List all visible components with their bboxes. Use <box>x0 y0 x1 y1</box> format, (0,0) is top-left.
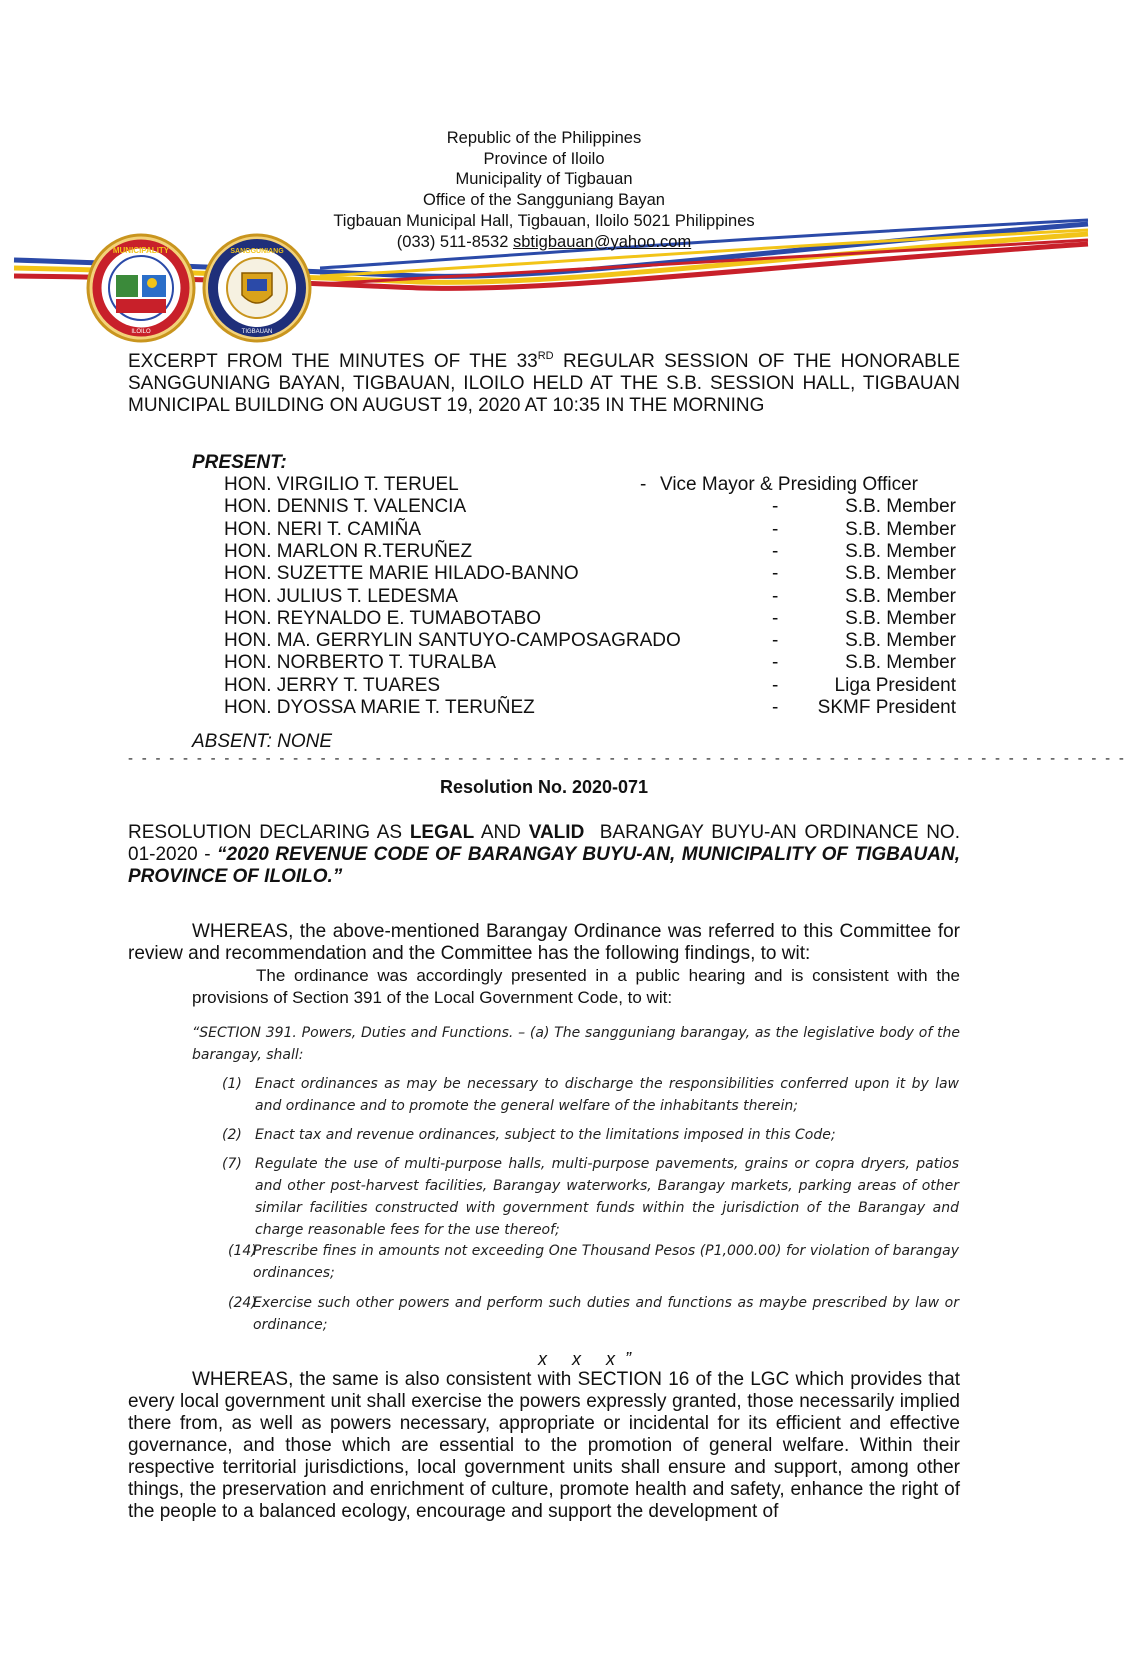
header-contact <box>0 232 1088 253</box>
dashed-divider: - - - - - - - - - - - - - - - - - - - - - - - - - - - - - - - - - - - - - - - - - - - - - - - - - - - - - - - - - - - - - - - - - - - - - - - - - <box>128 750 1126 767</box>
member-position: Liga President <box>834 674 956 696</box>
member-name: HON. MA. GERRYLIN SANTUYO-CAMPOSAGRADO <box>224 630 681 652</box>
section-item-number: (24) <box>228 1295 257 1311</box>
whereas-2-text: WHEREAS, the same is also consistent with SECTION 16 of the LGC which provides that every local government unit shall exercise the powers expressly granted, those necessarily implied there from, as well as powers necessary, appropriate or incidental for its efficient and effective governance, and those which are essential to the promotion of general welfare. Within their respective territorial jurisdictions, local government units shall ensure and support, among other things, the preservation and enrichment of culture, promote health and safety, enhance the right of the people to a balanced ecology, encourage and support the development of <box>128 1369 960 1522</box>
whereas-paragraph-1 <box>128 921 960 965</box>
letterhead <box>0 128 1088 252</box>
member-dash: - <box>772 518 779 540</box>
attendance-row <box>0 608 1088 630</box>
attendance-row <box>0 586 1088 608</box>
member-name: HON. MARLON R.TERUÑEZ <box>224 540 473 562</box>
resolution-title-ordinance: “2020 REVENUE CODE OF BARANGAY BUYU-AN, MUNICIPALITY OF TIGBAUAN, PROVINCE OF ILOILO.” <box>128 844 960 887</box>
resolution-title <box>128 822 966 888</box>
section-item-text: Enact ordinances as may be necessary to discharge the responsibilities conferred upon it by law and ordinance and to promote the general welfare of the inhabitants therein; <box>255 1076 959 1114</box>
absent-label: ABSENT: NONE <box>192 731 333 752</box>
section-item-text: Enact tax and revenue ordinances, subject to the limitations imposed in this Code; <box>255 1127 836 1143</box>
member-dash: - <box>772 697 779 718</box>
member-name: HON. VIRGILIO T. TERUEL <box>224 474 459 495</box>
section-391-intro: “SECTION 391. Powers, Duties and Functions. – (a) The sangguniang barangay, as the legislative body of the barangay, shall: <box>192 1025 960 1063</box>
section-item-number: (1) <box>222 1076 242 1092</box>
member-dash: - <box>772 674 779 696</box>
member-dash: - <box>772 496 779 518</box>
section-item-text: Regulate the use of multi-purpose halls, multi-purpose pavements, grains or copra dryers, patios and other post-harvest facilities, Barangay waterworks, Barangay markets, parking areas of other similar facilities constructed with government funds within the jurisdiction of the Barangay and charge reasonable fees for the use thereof; <box>255 1156 959 1238</box>
attendance-row <box>0 630 1088 652</box>
member-name: HON. DYOSSA MARIE T. TERUÑEZ <box>224 697 535 718</box>
section-item-text: Exercise such other powers and perform such duties and functions as maybe prescribed by law or ordinance; <box>253 1295 959 1333</box>
finding-text: The ordinance was accordingly presented in a public hearing and is consistent with the provisions of Section 391 of the Local Government Code, to wit: <box>192 966 960 1007</box>
member-name: HON. NORBERTO T. TURALBA <box>224 652 497 674</box>
minutes-title <box>128 351 960 417</box>
member-position: Vice Mayor & Presiding Officer <box>660 474 919 495</box>
header-email-link[interactable]: sbtigbauan@yahoo.com <box>513 232 692 251</box>
title-text-2: REGULAR SESSION OF THE HONORABLE SANGGUNIANG BAYAN, TIGBAUAN, ILOILO HELD AT THE S.B. SESSION HALL, TIGBAUAN MUNICIPAL BUILDING ON AUGUST 19, 2020 AT 10:35 IN THE MORNING <box>128 351 960 416</box>
member-position: S.B. Member <box>845 518 956 540</box>
member-dash: - <box>772 563 779 585</box>
header-line-province: Province of Iloilo <box>483 149 605 168</box>
svg-text:ILOILO: ILOILO <box>131 329 151 335</box>
resolution-title-part: BARANGAY BUYU-AN ORDINANCE NO. 01-2020 - <box>128 822 966 865</box>
member-position: SKMF President <box>817 697 956 718</box>
header-line-office: Office of the Sangguniang Bayan <box>423 191 665 210</box>
member-name: HON. DENNIS T. VALENCIA <box>224 496 467 518</box>
attendance-row <box>0 675 1088 697</box>
attendance-row <box>0 541 1088 563</box>
whereas-paragraph-2 <box>128 1369 960 1523</box>
member-dash: - <box>772 540 779 562</box>
header-phone: (033) 511-8532 <box>396 232 509 251</box>
member-name: HON. SUZETTE MARIE HILADO-BANNO <box>224 563 579 585</box>
member-name: HON. NERI T. CAMIÑA <box>224 518 422 540</box>
member-position: S.B. Member <box>845 652 956 674</box>
resolution-title-legal: LEGAL <box>409 822 475 843</box>
svg-text:TIGBAUAN: TIGBAUAN <box>241 329 273 335</box>
member-position: S.B. Member <box>845 585 956 607</box>
section-item-text: Prescribe fines in amounts not exceeding One Thousand Pesos (P1,000.00) for violation of barangay ordinances; <box>253 1243 959 1281</box>
whereas-1-text: WHEREAS, the above-mentioned Barangay Ordinance was referred to this Committee for review and recommendation and the Committee has the following findings, to wit: <box>128 921 960 964</box>
member-dash: - <box>772 630 779 652</box>
attendance-row <box>0 563 1088 585</box>
resolution-title-valid: VALID <box>528 822 585 843</box>
attendance-row <box>0 652 1088 674</box>
member-position: S.B. Member <box>845 540 956 562</box>
section-item-number: (7) <box>222 1156 242 1172</box>
finding-paragraph <box>192 965 960 1009</box>
header-line-address: Tigbauan Municipal Hall, Tigbauan, Iloilo 5021 Philippines <box>333 211 755 230</box>
member-dash: - <box>772 652 779 674</box>
member-position: S.B. Member <box>845 496 956 518</box>
section-item-number: (14) <box>228 1243 257 1259</box>
header-line-municipality: Municipality of Tigbauan <box>455 170 633 189</box>
resolution-title-part: AND <box>474 822 529 843</box>
svg-text:SANGGUNIANG: SANGGUNIANG <box>230 248 284 255</box>
header-line-republic: Republic of the Philippines <box>446 129 642 147</box>
member-name: HON. JERRY T. TUARES <box>224 674 441 696</box>
section-item-number: (2) <box>222 1127 242 1143</box>
attendance-row <box>0 519 1088 541</box>
title-superscript: RD <box>537 350 554 362</box>
svg-text:MUNICIPALITY: MUNICIPALITY <box>112 246 170 255</box>
quote-ellipsis: x x x” <box>538 1349 641 1369</box>
member-dash: - <box>772 607 779 629</box>
member-dash: - <box>640 474 647 495</box>
attendance-row <box>0 496 1088 518</box>
title-text-1: EXCERPT FROM THE MINUTES OF THE 33 <box>128 351 538 372</box>
member-position: S.B. Member <box>845 630 956 652</box>
member-name: HON. JULIUS T. LEDESMA <box>224 585 459 607</box>
attendance-row <box>0 474 1088 496</box>
member-position: S.B. Member <box>845 607 956 629</box>
attendance-row <box>0 697 1088 719</box>
member-position: S.B. Member <box>845 563 956 585</box>
member-name: HON. REYNALDO E. TUMABOTABO <box>224 607 542 629</box>
resolution-number: Resolution No. 2020-071 <box>439 777 649 797</box>
present-label: PRESENT: <box>192 452 287 473</box>
member-dash: - <box>772 585 779 607</box>
resolution-title-part: RESOLUTION DECLARING AS <box>128 822 410 843</box>
